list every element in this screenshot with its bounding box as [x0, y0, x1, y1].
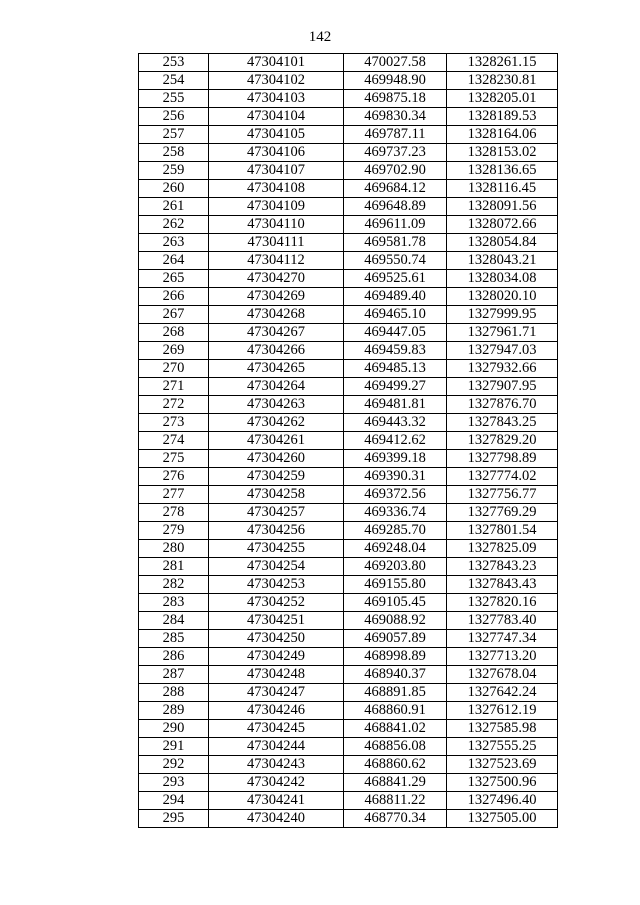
- point-id-cell: 47304264: [209, 378, 344, 396]
- y-coordinate-cell: 1327747.34: [447, 630, 558, 648]
- y-coordinate-cell: 1327829.20: [447, 432, 558, 450]
- point-number-cell: 263: [139, 234, 209, 252]
- x-coordinate-cell: 469465.10: [344, 306, 447, 324]
- table-row: [139, 252, 558, 270]
- point-number-cell: 290: [139, 720, 209, 738]
- x-coordinate-cell: 468998.89: [344, 648, 447, 666]
- x-coordinate-cell: 469787.11: [344, 126, 447, 144]
- point-id-cell: 47304268: [209, 306, 344, 324]
- point-id-cell: 47304104: [209, 108, 344, 126]
- y-coordinate-cell: 1327820.16: [447, 594, 558, 612]
- x-coordinate-cell: 469390.31: [344, 468, 447, 486]
- y-coordinate-cell: 1327523.69: [447, 756, 558, 774]
- x-coordinate-cell: 469489.40: [344, 288, 447, 306]
- table-row: [139, 540, 558, 558]
- point-number-cell: 268: [139, 324, 209, 342]
- y-coordinate-cell: 1327932.66: [447, 360, 558, 378]
- point-number-cell: 282: [139, 576, 209, 594]
- point-id-cell: 47304256: [209, 522, 344, 540]
- table-row: [139, 432, 558, 450]
- point-number-cell: 258: [139, 144, 209, 162]
- table-row: [139, 792, 558, 810]
- x-coordinate-cell: 469525.61: [344, 270, 447, 288]
- point-id-cell: 47304107: [209, 162, 344, 180]
- y-coordinate-cell: 1327798.89: [447, 450, 558, 468]
- y-coordinate-cell: 1327769.29: [447, 504, 558, 522]
- x-coordinate-cell: 470027.58: [344, 54, 447, 72]
- y-coordinate-cell: 1327947.03: [447, 342, 558, 360]
- y-coordinate-cell: 1327843.23: [447, 558, 558, 576]
- x-coordinate-cell: 469088.92: [344, 612, 447, 630]
- table-row: [139, 612, 558, 630]
- point-number-cell: 266: [139, 288, 209, 306]
- y-coordinate-cell: 1327500.96: [447, 774, 558, 792]
- point-id-cell: 47304105: [209, 126, 344, 144]
- point-number-cell: 255: [139, 90, 209, 108]
- table-row: [139, 450, 558, 468]
- table-row: [139, 126, 558, 144]
- table-row: [139, 180, 558, 198]
- point-number-cell: 294: [139, 792, 209, 810]
- point-number-cell: 273: [139, 414, 209, 432]
- point-number-cell: 279: [139, 522, 209, 540]
- table-row: [139, 306, 558, 324]
- point-id-cell: 47304253: [209, 576, 344, 594]
- point-number-cell: 288: [139, 684, 209, 702]
- point-id-cell: 47304265: [209, 360, 344, 378]
- point-number-cell: 267: [139, 306, 209, 324]
- y-coordinate-cell: 1327876.70: [447, 396, 558, 414]
- x-coordinate-cell: 469581.78: [344, 234, 447, 252]
- point-number-cell: 287: [139, 666, 209, 684]
- x-coordinate-cell: 469248.04: [344, 540, 447, 558]
- x-coordinate-cell: 469459.83: [344, 342, 447, 360]
- table-row: [139, 756, 558, 774]
- y-coordinate-cell: 1327585.98: [447, 720, 558, 738]
- x-coordinate-cell: 468811.22: [344, 792, 447, 810]
- point-number-cell: 286: [139, 648, 209, 666]
- point-id-cell: 47304258: [209, 486, 344, 504]
- x-coordinate-cell: 469485.13: [344, 360, 447, 378]
- y-coordinate-cell: 1328136.65: [447, 162, 558, 180]
- point-number-cell: 293: [139, 774, 209, 792]
- point-number-cell: 264: [139, 252, 209, 270]
- y-coordinate-cell: 1328205.01: [447, 90, 558, 108]
- table-row: [139, 396, 558, 414]
- table-row: [139, 108, 558, 126]
- point-number-cell: 270: [139, 360, 209, 378]
- point-number-cell: 256: [139, 108, 209, 126]
- table-row: [139, 90, 558, 108]
- point-number-cell: 262: [139, 216, 209, 234]
- point-id-cell: 47304246: [209, 702, 344, 720]
- table-row: [139, 72, 558, 90]
- x-coordinate-cell: 469684.12: [344, 180, 447, 198]
- y-coordinate-cell: 1327678.04: [447, 666, 558, 684]
- point-id-cell: 47304257: [209, 504, 344, 522]
- x-coordinate-cell: 468860.62: [344, 756, 447, 774]
- point-number-cell: 283: [139, 594, 209, 612]
- x-coordinate-cell: 468841.29: [344, 774, 447, 792]
- table-row: [139, 666, 558, 684]
- y-coordinate-cell: 1327801.54: [447, 522, 558, 540]
- x-coordinate-cell: 469336.74: [344, 504, 447, 522]
- x-coordinate-cell: 468860.91: [344, 702, 447, 720]
- point-number-cell: 254: [139, 72, 209, 90]
- point-id-cell: 47304240: [209, 810, 344, 828]
- table-row: [139, 774, 558, 792]
- point-id-cell: 47304112: [209, 252, 344, 270]
- point-id-cell: 47304248: [209, 666, 344, 684]
- point-id-cell: 47304263: [209, 396, 344, 414]
- table-row: [139, 630, 558, 648]
- table-row: [139, 720, 558, 738]
- y-coordinate-cell: 1327999.95: [447, 306, 558, 324]
- y-coordinate-cell: 1328072.66: [447, 216, 558, 234]
- point-id-cell: 47304250: [209, 630, 344, 648]
- point-id-cell: 47304241: [209, 792, 344, 810]
- table-row: [139, 738, 558, 756]
- point-number-cell: 271: [139, 378, 209, 396]
- point-id-cell: 47304255: [209, 540, 344, 558]
- table-row: [139, 702, 558, 720]
- y-coordinate-cell: 1327756.77: [447, 486, 558, 504]
- point-number-cell: 276: [139, 468, 209, 486]
- point-number-cell: 278: [139, 504, 209, 522]
- x-coordinate-cell: 469155.80: [344, 576, 447, 594]
- point-number-cell: 261: [139, 198, 209, 216]
- table-row: [139, 288, 558, 306]
- point-number-cell: 265: [139, 270, 209, 288]
- table-row: [139, 594, 558, 612]
- x-coordinate-cell: 469737.23: [344, 144, 447, 162]
- point-id-cell: 47304267: [209, 324, 344, 342]
- y-coordinate-cell: 1328043.21: [447, 252, 558, 270]
- table-row: [139, 576, 558, 594]
- y-coordinate-cell: 1327642.24: [447, 684, 558, 702]
- point-id-cell: 47304108: [209, 180, 344, 198]
- table-row: [139, 198, 558, 216]
- y-coordinate-cell: 1328116.45: [447, 180, 558, 198]
- point-number-cell: 269: [139, 342, 209, 360]
- y-coordinate-cell: 1327612.19: [447, 702, 558, 720]
- x-coordinate-cell: 469550.74: [344, 252, 447, 270]
- y-coordinate-cell: 1328261.15: [447, 54, 558, 72]
- point-id-cell: 47304249: [209, 648, 344, 666]
- point-id-cell: 47304251: [209, 612, 344, 630]
- point-id-cell: 47304269: [209, 288, 344, 306]
- coordinates-table: [138, 53, 558, 828]
- table-row: [139, 234, 558, 252]
- point-id-cell: 47304243: [209, 756, 344, 774]
- y-coordinate-cell: 1327555.25: [447, 738, 558, 756]
- point-number-cell: 292: [139, 756, 209, 774]
- y-coordinate-cell: 1327961.71: [447, 324, 558, 342]
- table-row: [139, 468, 558, 486]
- y-coordinate-cell: 1328230.81: [447, 72, 558, 90]
- point-number-cell: 275: [139, 450, 209, 468]
- point-number-cell: 284: [139, 612, 209, 630]
- table-row: [139, 558, 558, 576]
- point-number-cell: 272: [139, 396, 209, 414]
- table-row: [139, 270, 558, 288]
- point-id-cell: 47304270: [209, 270, 344, 288]
- y-coordinate-cell: 1328054.84: [447, 234, 558, 252]
- x-coordinate-cell: 469443.32: [344, 414, 447, 432]
- x-coordinate-cell: 468856.08: [344, 738, 447, 756]
- point-id-cell: 47304254: [209, 558, 344, 576]
- y-coordinate-cell: 1328189.53: [447, 108, 558, 126]
- point-id-cell: 47304266: [209, 342, 344, 360]
- point-id-cell: 47304244: [209, 738, 344, 756]
- table-row: [139, 360, 558, 378]
- table-row: [139, 486, 558, 504]
- point-id-cell: 47304101: [209, 54, 344, 72]
- point-number-cell: 253: [139, 54, 209, 72]
- x-coordinate-cell: 469702.90: [344, 162, 447, 180]
- x-coordinate-cell: 468841.02: [344, 720, 447, 738]
- y-coordinate-cell: 1328091.56: [447, 198, 558, 216]
- point-number-cell: 289: [139, 702, 209, 720]
- point-id-cell: 47304110: [209, 216, 344, 234]
- x-coordinate-cell: 469285.70: [344, 522, 447, 540]
- x-coordinate-cell: 469057.89: [344, 630, 447, 648]
- table-row: [139, 414, 558, 432]
- x-coordinate-cell: 469499.27: [344, 378, 447, 396]
- x-coordinate-cell: 469399.18: [344, 450, 447, 468]
- y-coordinate-cell: 1328034.08: [447, 270, 558, 288]
- x-coordinate-cell: 469648.89: [344, 198, 447, 216]
- point-id-cell: 47304109: [209, 198, 344, 216]
- y-coordinate-cell: 1327843.43: [447, 576, 558, 594]
- table-row: [139, 216, 558, 234]
- point-number-cell: 285: [139, 630, 209, 648]
- point-number-cell: 281: [139, 558, 209, 576]
- point-id-cell: 47304103: [209, 90, 344, 108]
- table-row: [139, 324, 558, 342]
- point-number-cell: 260: [139, 180, 209, 198]
- y-coordinate-cell: 1327774.02: [447, 468, 558, 486]
- table-row: [139, 162, 558, 180]
- point-number-cell: 274: [139, 432, 209, 450]
- point-id-cell: 47304106: [209, 144, 344, 162]
- table-row: [139, 504, 558, 522]
- table-row: [139, 810, 558, 828]
- table-row: [139, 144, 558, 162]
- x-coordinate-cell: 469203.80: [344, 558, 447, 576]
- point-number-cell: 291: [139, 738, 209, 756]
- point-id-cell: 47304245: [209, 720, 344, 738]
- table-body: [139, 54, 558, 828]
- page-number: 142: [308, 29, 332, 45]
- point-number-cell: 259: [139, 162, 209, 180]
- y-coordinate-cell: 1328153.02: [447, 144, 558, 162]
- table-row: [139, 684, 558, 702]
- x-coordinate-cell: 469611.09: [344, 216, 447, 234]
- point-id-cell: 47304261: [209, 432, 344, 450]
- point-number-cell: 280: [139, 540, 209, 558]
- x-coordinate-cell: 468891.85: [344, 684, 447, 702]
- point-id-cell: 47304111: [209, 234, 344, 252]
- point-id-cell: 47304247: [209, 684, 344, 702]
- x-coordinate-cell: 469481.81: [344, 396, 447, 414]
- point-id-cell: 47304262: [209, 414, 344, 432]
- y-coordinate-cell: 1328020.10: [447, 288, 558, 306]
- y-coordinate-cell: 1327496.40: [447, 792, 558, 810]
- point-id-cell: 47304102: [209, 72, 344, 90]
- x-coordinate-cell: 469447.05: [344, 324, 447, 342]
- x-coordinate-cell: 469412.62: [344, 432, 447, 450]
- point-number-cell: 295: [139, 810, 209, 828]
- y-coordinate-cell: 1327825.09: [447, 540, 558, 558]
- x-coordinate-cell: 469875.18: [344, 90, 447, 108]
- table-row: [139, 342, 558, 360]
- point-id-cell: 47304252: [209, 594, 344, 612]
- x-coordinate-cell: 469830.34: [344, 108, 447, 126]
- y-coordinate-cell: 1327907.95: [447, 378, 558, 396]
- x-coordinate-cell: 468770.34: [344, 810, 447, 828]
- y-coordinate-cell: 1327783.40: [447, 612, 558, 630]
- y-coordinate-cell: 1327505.00: [447, 810, 558, 828]
- y-coordinate-cell: 1328164.06: [447, 126, 558, 144]
- x-coordinate-cell: 469372.56: [344, 486, 447, 504]
- point-number-cell: 257: [139, 126, 209, 144]
- table-row: [139, 54, 558, 72]
- x-coordinate-cell: 468940.37: [344, 666, 447, 684]
- point-id-cell: 47304259: [209, 468, 344, 486]
- point-id-cell: 47304260: [209, 450, 344, 468]
- table-row: [139, 378, 558, 396]
- y-coordinate-cell: 1327713.20: [447, 648, 558, 666]
- table-row: [139, 522, 558, 540]
- x-coordinate-cell: 469948.90: [344, 72, 447, 90]
- point-id-cell: 47304242: [209, 774, 344, 792]
- point-number-cell: 277: [139, 486, 209, 504]
- y-coordinate-cell: 1327843.25: [447, 414, 558, 432]
- x-coordinate-cell: 469105.45: [344, 594, 447, 612]
- table-row: [139, 648, 558, 666]
